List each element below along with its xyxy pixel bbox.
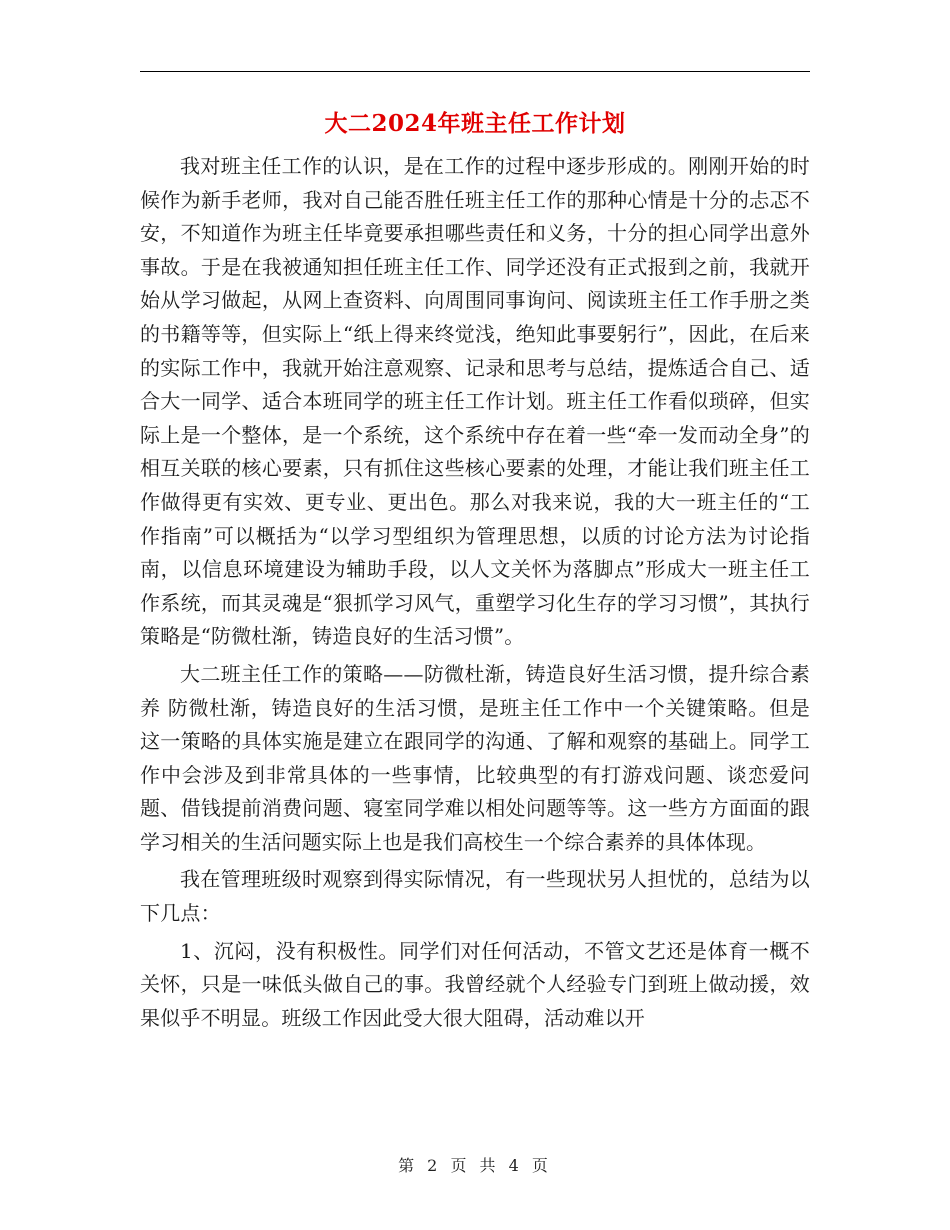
- paragraph-3: 我在管理班级时观察到得实际情况，有一些现状另人担忧的，总结为以下几点：: [140, 867, 810, 926]
- document-title: 大二2024年班主任工作计划: [324, 110, 626, 137]
- page-number: 第 2 页 共 4 页: [398, 1156, 552, 1175]
- paragraph-4: 1、沉闷，没有积极性。同学们对任何活动，不管文艺还是体育一概不关怀，只是一味低头做自己的事。我曾经就个人经验专门到班上做动援，效果似乎不明显。班级工作因此受大很大阻碍，活动难以开: [140, 938, 810, 1030]
- header-rule: [140, 71, 810, 72]
- document-body: [140, 104, 810, 1039]
- paragraph-2: 大二班主任工作的策略——防微杜渐，铸造良好生活习惯，提升综合素养 防微杜渐，铸造良好的生活习惯，是班主任工作中一个关键策略。但是这一策略的具体实施是建立在跟同学的沟通、了解和观察的基础上。同学工作中会涉及到非常具体的一些事情，比较典型的有打游戏问题、谈恋爱问题、借钱提前消费问题、寝室同学难以相处问题等等。这一些方方面面的跟学习相关的生活问题实际上也是我们高校生一个综合素养的具体体现。: [140, 661, 810, 854]
- page-footer: [0, 1153, 950, 1176]
- paragraph-1: 我对班主任工作的认识，是在工作的过程中逐步形成的。刚刚开始的时候作为新手老师，我对自己能否胜任班主任工作的那种心情是十分的忐忑不安，不知道作为班主任毕竟要承担哪些责任和义务，十分的担心同学出意外事故。于是在我被通知担任班主任工作、同学还没有正式报到之前，我就开始从学习做起，从网上查资料、向周围同事询问、阅读班主任工作手册之类的书籍等等，但实际上“纸上得来终觉浅，绝知此事要躬行”，因此，在后来的实际工作中，我就开始注意观察、记录和思考与总结，提炼适合自己、适合大一同学、适合本班同学的班主任工作计划。班主任工作看似琐碎，但实际上是一个整体，是一个系统，这个系统中存在着一些“牵一发而动全身”的相互关联的核心要素，只有抓住这些核心要素的处理，才能让我们班主任工作做得更有实效、更专业、更出色。那么对我来说，我的大一班主任的“工作指南”可以概括为“以学习型组织为管理思想，以质的讨论方法为讨论指南，以信息环境建设为辅助手段，以人文关怀为落脚点”形成大一班主任工作系统，而其灵魂是“狠抓学习风气，重塑学习化生存的学习习惯”，其执行策略是“防微杜渐，铸造良好的生活习惯”。: [140, 154, 810, 649]
